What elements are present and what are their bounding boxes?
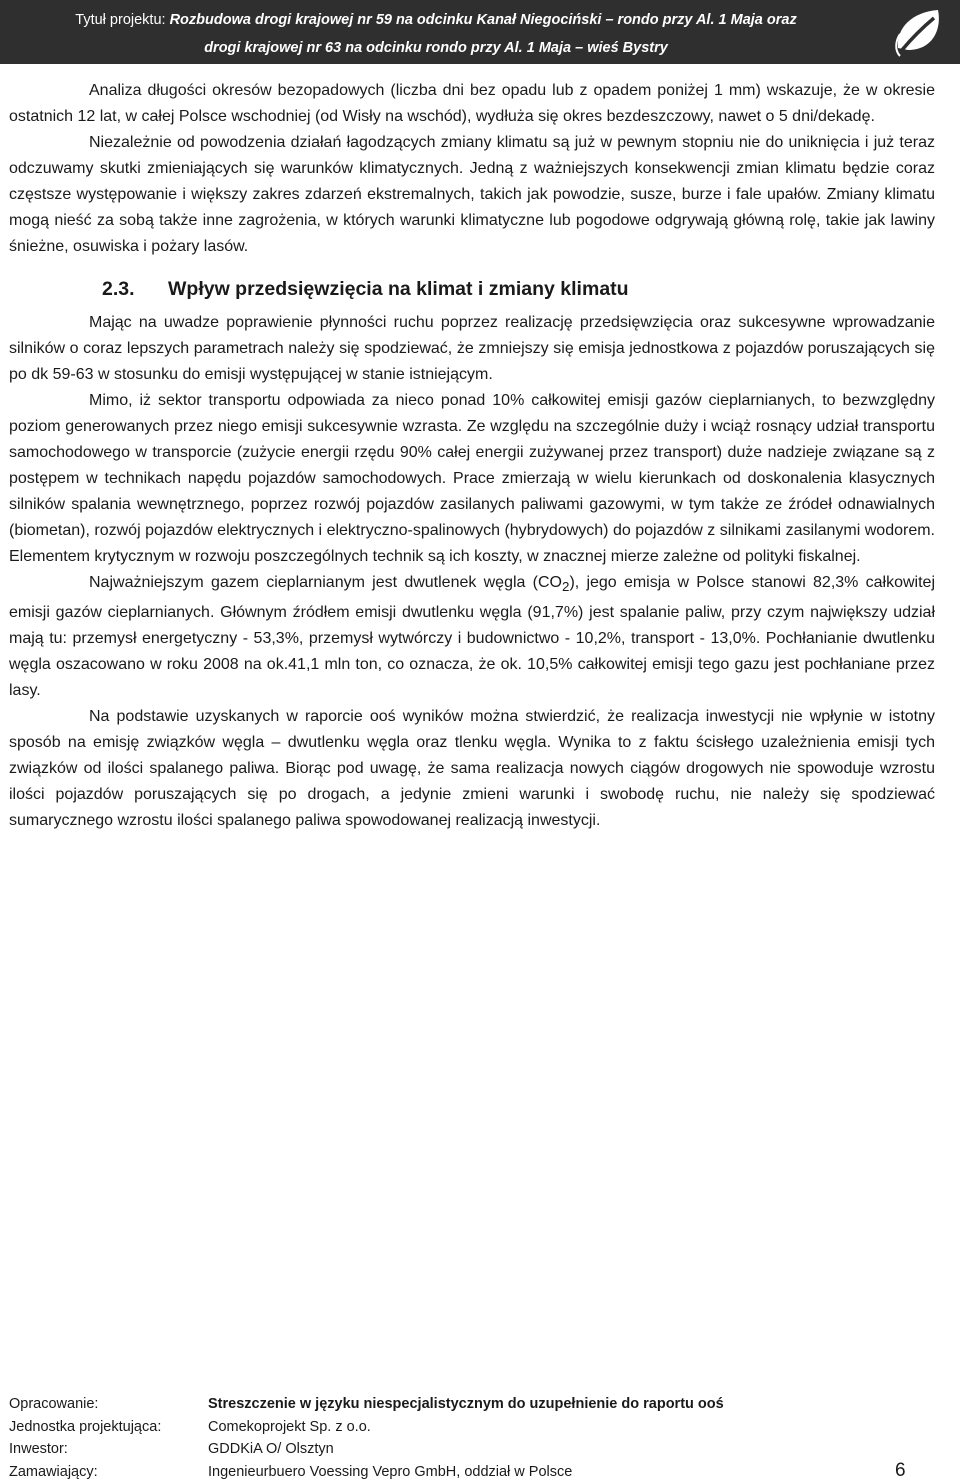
footer-label: Opracowanie: [9,1396,99,1412]
page-footer [9,1393,949,1483]
paragraph-climate-risks: Niezależnie od powodzenia działań łagodzących zmiany klimatu są już w pewnym stopniu nie do uniknięcia i już teraz odczuwamy skutki zmieniających się warunków klimatycznych. Jedną z ważniejszych konsekwencji zmian klimatu będzie coraz częstsze występowanie i większy zakres zdarzeń ekstremalnych, takich jak powodzie, susze, burze i fale upałów. Zmiany klimatu mogą nieść za sobą także inne zagrożenia, w których warunki klimatyczne lub pogodowe odgrywają główną rolę, takie jak lawiny śnieżne, osuwiska i pożary lasów. [9,134,935,255]
footer-label: Jednostka projektująca: [9,1418,162,1435]
footer-value: GDDKiA O/ Olsztyn [208,1441,334,1457]
co2-subscript: 2 [562,579,570,595]
project-title-line1: Rozbudowa drogi krajowej nr 59 na odcinku Kanał Niegociński – rondo przy Al. 1 Maja oraz [169,12,797,28]
page-header [0,0,960,64]
paragraph-transport-sector: Mimo, iż sektor transportu odpowiada za nieco ponad 10% całkowitej emisji gazów cieplarnianych, to bezwzględny poziom generowanych przez niego emisji sukcesywnie wzrasta. Ze względu na szczególnie duży i wciąż rosnący udział transportu samochodowego w transporcie (zużycie energii rzędu 90% całej energii zużywanej przez transport) duże nadzieje związane są z postępem w technikach napędu pojazdów samochodowych. Prace zmierzają w wielu kierunkach od doskonalenia klasycznych silników spalania wewnętrznego, poprzez rozwój pojazdów zasilanych paliwami gazowymi, w tym także ze źródeł odnawialnych (biometan), rozwój pojazdów elektrycznych i elektryczno-spalinowych (hybrydowych) do pojazdów z silnikami zasilanymi wodorem. Elementem krytycznym w rozwoju poszczególnych technik są ich koszty, w znacznej mierze zależne od polityki fiskalnej. [9,392,935,565]
footer-value: Ingenieurbuero Voessing Vepro GmbH, oddział w Polsce [208,1463,573,1480]
footer-row [9,1438,949,1461]
project-title-prefix: Tytuł projektu: [75,12,170,28]
section-heading [9,274,935,304]
co2-text-before: Najważniejszym gazem cieplarnianym jest dwutlenek węgla (CO [89,574,563,591]
project-title-line2: drogi krajowej nr 63 na odcinku rondo przy Al. 1 Maja – wieś Bystry [204,40,668,56]
paragraph-dry-periods: Analiza długości okresów bezopadowych (liczba dni bez opadu lub z opadem poniżej 1 mm) wskazuje, że w okresie ostatnich 12 lat, w całej Polsce wschodniej (od Wisły na wschód), wydłuża się okres bezdeszczowy, nawet o 5 dni/dekadę. [9,82,935,125]
document-body [9,78,935,834]
footer-row [9,1393,949,1416]
footer-value: Streszczenie w języku niespecjalistycznym do uzupełnienie do raportu ooś [208,1396,724,1412]
paragraph-co2 [9,570,935,704]
section-number: 2.3. [102,278,135,300]
footer-label: Zamawiający: [9,1463,98,1480]
footer-label: Inwestor: [9,1441,68,1457]
section-title: Wpływ przedsięwzięcia na klimat i zmiany klimatu [168,278,629,300]
project-title [0,6,872,62]
footer-value: Comekoprojekt Sp. z o.o. [208,1418,371,1435]
footer-row [9,1416,949,1439]
footer-row [9,1461,949,1483]
paragraph-conclusion: Na podstawie uzyskanych w raporcie ooś wyników można stwierdzić, że realizacja inwestycji nie wpłynie w istotny sposób na emisję związków węgla – dwutlenku węgla oraz tlenku węgla. Wynika to z faktu ścisłego uzależnienia emisji tych związków od ilości spalanego paliwa. Biorąc pod uwagę, że sama realizacja nowych ciągów drogowych nie spowoduje wzrostu ilości pojazdów poruszających się po drogach, a jedynie zmieni warunki i swobodę ruchu, nie należy się spodziewać sumarycznego wzrostu ilości spalanego paliwa spowodowanej realizacją inwestycji. [9,708,935,830]
leaf-logo-icon [890,4,950,60]
paragraph-traffic-emission: Mając na uwadze poprawienie płynności ruchu poprzez realizację przedsięwzięcia oraz sukcesywne wprowadzanie silników o coraz lepszych parametrach należy się spodziewać, że zmniejszy się emisja jednostkowa z pojazdów poruszających się po dk 59-63 w stosunku do emisji występującej w stanie istniejącym. [9,314,935,383]
page-number: 6 [895,1460,906,1481]
co2-text-after: ), jego emisja w Polsce stanowi 82,3% całkowitej emisji gazów cieplarnianych. Głównym źródłem emisji dwutlenku węgla (91,7%) jest spalanie paliw, przy czym największy udział mają tu: przemysł energetyczny - 53,3%, przemysł wytwórczy i budownictwo - 10,2%, transport - 13,0%. Pochłanianie dwutlenku węgla oszacowano w roku 2008 na ok.41,1 mln ton, co oznacza, że ok. 10,5% całkowitej emisji tego gazu jest pochłaniane przez lasy. [9,574,935,700]
